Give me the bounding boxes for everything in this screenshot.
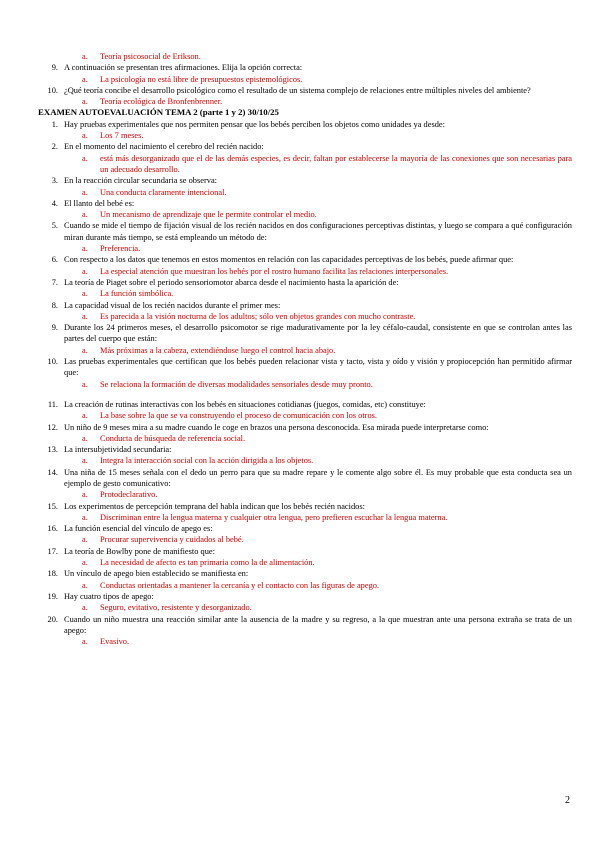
answer-mark: a. (82, 580, 88, 590)
answer-item (38, 379, 572, 390)
answer-item (38, 580, 572, 591)
answer-item (38, 534, 572, 545)
question-item (38, 614, 572, 637)
answer-mark: a. (82, 153, 88, 163)
answer-mark: a. (82, 433, 88, 443)
question-text: En la reacción circular secundaria se observa: (64, 176, 217, 186)
pre-answer-10 (38, 96, 572, 107)
question-item (38, 119, 572, 130)
answer-mark: a. (82, 187, 88, 197)
question-number: 5. (51, 221, 58, 231)
question-item (38, 467, 572, 490)
question-item (38, 523, 572, 534)
section-title: EXAMEN AUTOEVALUACIÓN TEMA 2 (parte 1 y 2) 30/10/25 (38, 107, 279, 118)
answer-text: La base sobre la que se va construyendo el proceso de comunicación con los otros. (100, 411, 377, 421)
answer-item (38, 512, 572, 523)
answer-text: Es parecida a la visión nocturna de los adultos; sólo ven objetos grandes con mucho contraste. (100, 311, 416, 321)
question-text: Las pruebas experimentales que certifican que los bebés pueden relacionar vista y tacto, vista y oído y visión y propiocepción han permitido afirmar que: (64, 357, 572, 378)
answer-text: Una conducta claramente intencional. (100, 187, 227, 197)
question-text: La creación de rutinas interactivas con los bebés en situaciones cotidianas (juegos, comidas, etc) constituye: (64, 399, 426, 409)
answer-item (38, 130, 572, 141)
answer-item (38, 636, 572, 647)
pre-question-9 (38, 62, 572, 73)
pre-answer-9 (38, 74, 572, 85)
question-number: 13. (47, 445, 58, 455)
question-item (38, 356, 572, 379)
answer-text: Teoría ecológica de Bronfenbrenner. (100, 97, 223, 107)
question-number: 19. (47, 591, 58, 601)
question-text: Los experimentos de percepción temprana del habla indican que los bebés recién nacidos: (64, 501, 365, 511)
answer-text: Un mecanismo de aprendizaje que le permite controlar el medio. (100, 210, 317, 220)
question-number: 7. (51, 277, 58, 287)
question-number: 17. (47, 546, 58, 556)
question-number: 8. (51, 300, 58, 310)
spacer (38, 390, 572, 399)
question-number: 15. (47, 501, 58, 511)
answer-item (38, 266, 572, 277)
question-text: En el momento del nacimiento el cerebro del recién nacido: (64, 142, 264, 152)
document-content (38, 51, 572, 647)
answer-item (38, 489, 572, 500)
question-text: La intersubjetividad secundaria: (64, 445, 172, 455)
question-number: 10. (47, 357, 58, 367)
answer-mark: a. (82, 52, 88, 61)
answer-mark: a. (82, 637, 88, 647)
answer-item (38, 455, 572, 466)
question-text: El llanto del bebé es: (64, 198, 135, 208)
answer-text: Discriminan entre la lengua materna y cualquier otra lengua, pero prefieren escuchar la lengua materna. (100, 512, 448, 522)
question-text: Hay pruebas experimentales que nos permiten pensar que los bebés perciben los objetos como unidades ya desde: (64, 119, 445, 129)
answer-mark: a. (82, 131, 88, 141)
question-item (38, 444, 572, 455)
answer-mark: a. (82, 512, 88, 522)
question-text: Con respecto a los datos que tenemos en estos momentos en relación con las capacidades perceptivas de los bebés, puede afirmar que: (64, 255, 514, 265)
question-number: 14. (47, 467, 58, 477)
question-list (38, 119, 572, 648)
question-number: 9. (51, 323, 58, 333)
question-text: ¿Qué teoría concibe el desarrollo psicológico como el resultado de un sistema complejo de relaciones entre múltiples niveles del ambiente? (64, 85, 531, 95)
question-text: Durante los 24 primeros meses, el desarrollo psicomotor se rige madurativamente por la ley céfalo-caudal, consistente en que se controlan antes las partes del cuerpo que están: (64, 323, 572, 344)
question-text: La teoría de Bowlby pone de manifiesto que: (64, 546, 215, 556)
question-number: 2. (51, 142, 58, 152)
answer-text: Teoría psicosocial de Erikson. (100, 52, 201, 61)
answer-mark: a. (82, 603, 88, 613)
question-text: A continuación se presentan tres afirmaciones. Elija la opción correcta: (64, 63, 303, 73)
answer-text: La necesidad de afecto es tan primaria como la de alimentación. (100, 558, 315, 568)
question-number: 3. (51, 176, 58, 186)
question-text: La función esencial del vínculo de apego es: (64, 524, 213, 534)
question-text: Hay cuatro tipos de apego: (64, 591, 154, 601)
answer-item (38, 209, 572, 220)
question-text: Cuando se mide el tiempo de fijación visual de los recién nacidos en dos configuraciones perceptivas distintas, y luego se compara a qué configuración miran durante más tiempo, se está empleando un método de: (64, 221, 572, 242)
answer-item (38, 557, 572, 568)
answer-mark: a. (82, 210, 88, 220)
question-item (38, 422, 572, 433)
page-number: 2 (565, 795, 570, 806)
question-item (38, 198, 572, 209)
answer-mark: a. (82, 490, 88, 500)
answer-mark: a. (82, 311, 88, 321)
answer-mark: a. (82, 558, 88, 568)
answer-item (38, 243, 572, 254)
answer-text: La función simbólica. (100, 289, 174, 299)
answer-text: Los 7 meses. (100, 131, 144, 141)
answer-item (38, 187, 572, 198)
answer-mark: a. (82, 97, 88, 107)
answer-item (38, 410, 572, 421)
question-item (38, 322, 572, 345)
question-item (38, 141, 572, 152)
answer-text: Preferencia. (100, 244, 141, 254)
question-item (38, 399, 572, 410)
question-number: 9. (51, 63, 58, 73)
question-text: Un niño de 9 meses mira a su madre cuando le coge en brazos una persona desconocida. Esa mirada puede interpretarse como: (64, 422, 489, 432)
answer-text: Más próximas a la cabeza, extendiéndose luego el control hacia abajo. (100, 345, 336, 355)
question-number: 4. (51, 198, 58, 208)
question-number: 20. (47, 614, 58, 624)
question-number: 18. (47, 569, 58, 579)
question-text: La teoría de Piaget sobre el periodo sensoriomotor abarca desde el nacimiento hasta la aparición de: (64, 277, 399, 287)
question-number: 6. (51, 255, 58, 265)
answer-text: Seguro, evitativo, resistente y desorganizado. (100, 603, 252, 613)
question-number: 16. (47, 524, 58, 534)
answer-text: Evasivo. (100, 637, 130, 647)
question-item (38, 220, 572, 243)
answer-mark: a. (82, 266, 88, 276)
question-item (38, 546, 572, 557)
answer-text: Conductas orientadas a mantener la cercanía y el contacto con las figuras de apego. (100, 580, 380, 590)
answer-mark: a. (82, 535, 88, 545)
answer-text: Integra la interacción social con la acción dirigida a los objetos. (100, 456, 314, 466)
question-item (38, 254, 572, 265)
question-item (38, 501, 572, 512)
question-number: 1. (51, 119, 58, 129)
answer-mark: a. (82, 289, 88, 299)
answer-item (38, 433, 572, 444)
answer-text: Conducta de búsqueda de referencia social. (100, 433, 246, 443)
answer-mark: a. (82, 345, 88, 355)
question-text: Cuando un niño muestra una reacción similar ante la ausencia de la madre y su regreso, a la que muestran ante una persona extraña se trata de un apego: (64, 614, 572, 635)
question-number: 11. (47, 399, 58, 409)
answer-text: Protodeclarativo. (100, 490, 158, 500)
answer-text: La psicología no está libre de presupuestos epistemológicos. (100, 74, 303, 84)
answer-item (38, 288, 572, 299)
answer-item (38, 153, 572, 176)
answer-text: Procurar supervivencia y cuidados al bebé. (100, 535, 244, 545)
answer-mark: a. (82, 411, 88, 421)
question-text: Una niña de 15 meses señala con el dedo un perro para que su madre repare y le comente algo sobre él. Es muy probable que esta conducta sea un ejemplo de gesto comunicativo: (64, 467, 572, 488)
answer-item (38, 602, 572, 613)
question-item (38, 591, 572, 602)
answer-item (38, 311, 572, 322)
answer-mark: a. (82, 244, 88, 254)
question-item (38, 568, 572, 579)
answer-text: está más desorganizado que el de las demás especies, es decir, faltan por establecerse la mayoría de las conexiones que son necesarias para un adecuado desarrollo. (100, 153, 572, 174)
answer-item (38, 345, 572, 356)
question-item (38, 277, 572, 288)
pre-question-10 (38, 85, 572, 96)
question-item (38, 175, 572, 186)
question-item (38, 300, 572, 311)
question-number: 10. (47, 85, 58, 95)
answer-mark: a. (82, 456, 88, 466)
question-text: La capacidad visual de los recién nacidos durante el primer mes: (64, 300, 281, 310)
answer-mark: a. (82, 74, 88, 84)
answer-text: Se relaciona la formación de diversas modalidades sensoriales desde muy pronto. (100, 379, 373, 389)
answer-text: La especial atención que muestran los bebés por el rostro humano facilita las relaciones interpersonales. (100, 266, 449, 276)
question-number: 12. (47, 422, 58, 432)
pre-answer-8 (38, 51, 572, 62)
answer-mark: a. (82, 379, 88, 389)
question-text: Un vínculo de apego bien establecido se manifiesta en: (64, 569, 249, 579)
